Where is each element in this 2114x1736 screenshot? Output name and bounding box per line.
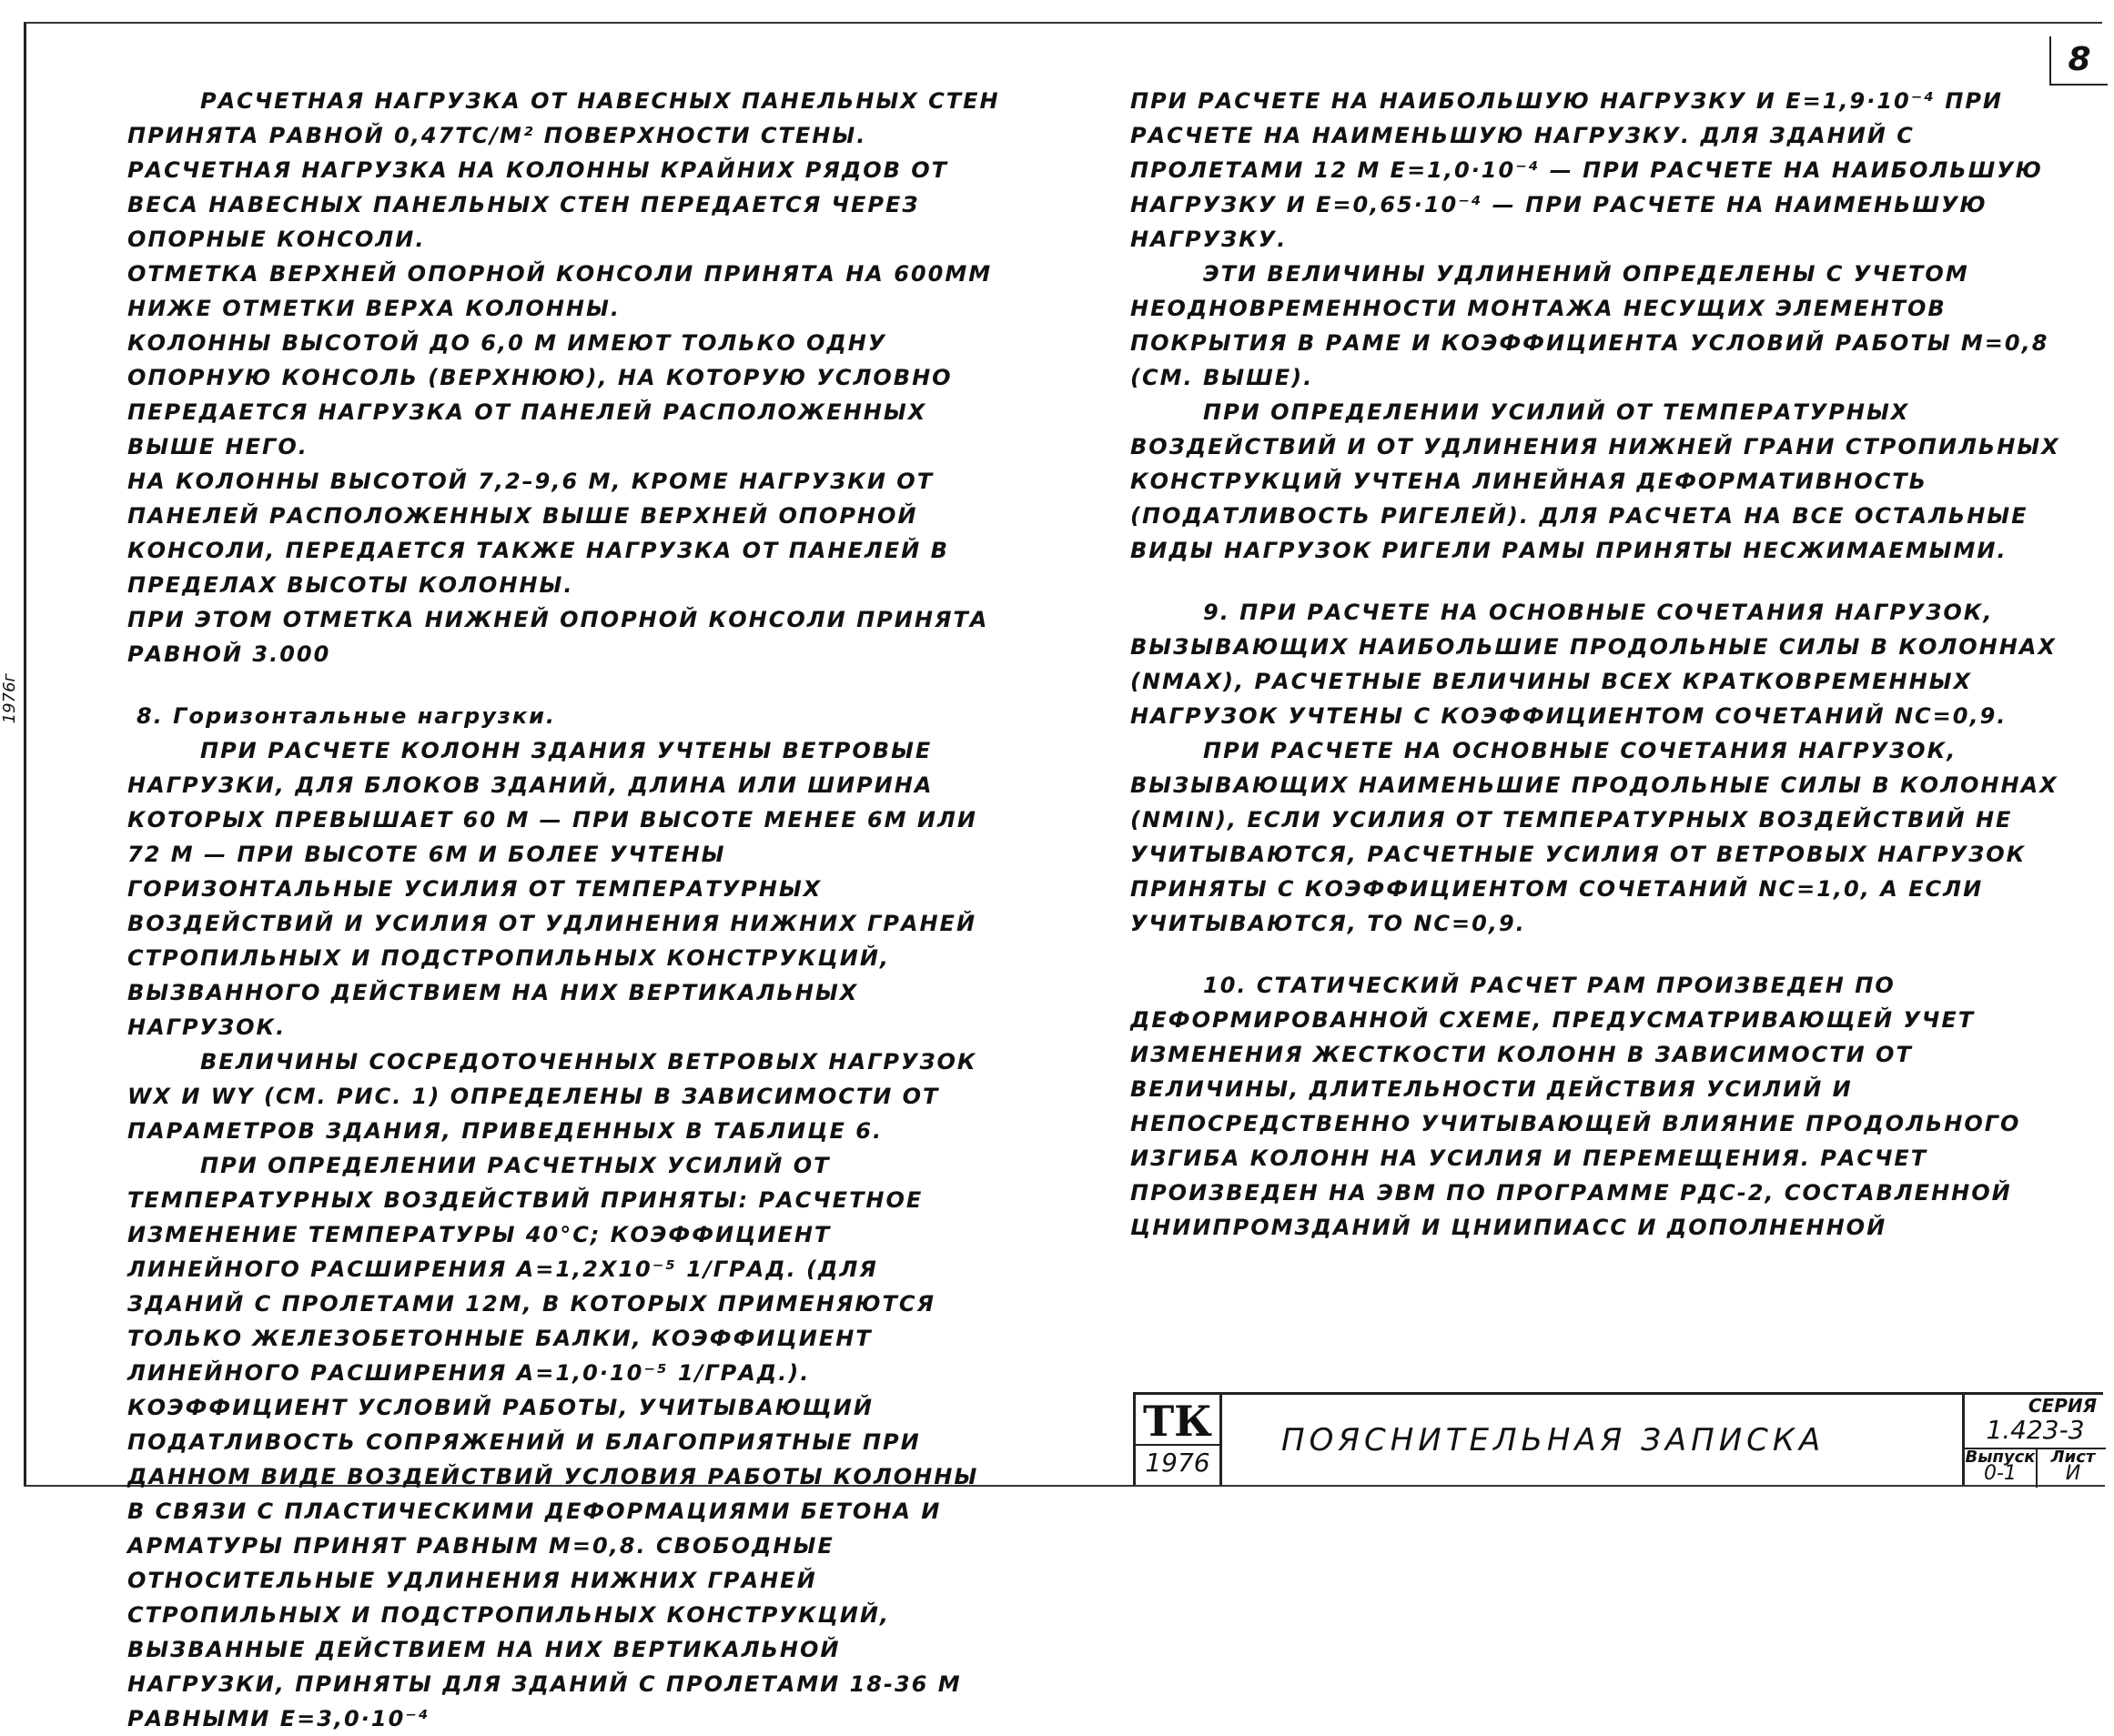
section-heading-8: 8. Горизонтальные нагрузки. (137, 703, 557, 729)
paragraph: ЭТИ ВЕЛИЧИНЫ УДЛИНЕНИЙ ОПРЕДЕЛЕНЫ С УЧЕТОМ НЕОДНОВРЕМЕННОСТИ МОНТАЖА НЕСУЩИХ ЭЛЕМЕНТОВ ПОКРЫТИЯ В РАМЕ И КОЭФФИЦИЕНТА УСЛОВИЙ РАБОТЫ M=0,8 (СМ. ВЫШЕ). (1130, 261, 2049, 390)
paragraph: РАСЧЕТНАЯ НАГРУЗКА НА КОЛОННЫ КРАЙНИХ РЯДОВ ОТ ВЕСА НАВЕСНЫХ ПАНЕЛЬНЫХ СТЕН ПЕРЕДАЕТСЯ ЧЕРЕЗ ОПОРНЫЕ КОНСОЛИ. (127, 157, 949, 252)
section-9: 9. ПРИ РАСЧЕТЕ НА ОСНОВНЫЕ СОЧЕТАНИЯ НАГРУЗОК, ВЫЗЫВАЮЩИХ НАИБОЛЬШИЕ ПРОДОЛЬНЫЕ СИЛЫ В КОЛОННАХ (NMAX), РАСЧЕТНЫЕ ВЕЛИЧИНЫ ВСЕХ КРАТКОВРЕМЕННЫХ НАГРУЗОК УЧТЕНЫ С КОЭФФИЦИЕНТОМ СОЧЕТАНИЙ NС=0,9. (1130, 600, 2057, 729)
paragraph: ПРИ РАСЧЕТЕ НА ОСНОВНЫЕ СОЧЕТАНИЯ НАГРУЗОК, ВЫЗЫВАЮЩИХ НАИМЕНЬШИЕ ПРОДОЛЬНЫЕ СИЛЫ В КОЛОННАХ (NMIN), ЕСЛИ УСИЛИЯ ОТ ТЕМПЕРАТУРНЫХ ВОЗДЕЙСТВИЙ НЕ УЧИТЫВАЮТСЯ, РАСЧЕТНЫЕ УСИЛИЯ ОТ ВЕТРОВЫХ НАГРУЗОК ПРИНЯТЫ С КОЭФФИЦИЕНТОМ СОЧЕТАНИЙ NС=1,0, А ЕСЛИ УЧИТЫВАЮТСЯ, ТО NС=0,9. (1130, 738, 2058, 936)
series-label: СЕРИЯ (2028, 1395, 2097, 1417)
paragraph: ПРИ ЭТОМ ОТМЕТКА НИЖНЕЙ ОПОРНОЙ КОНСОЛИ ПРИНЯТА РАВНОЙ 3.000 (127, 607, 989, 667)
title-block (1133, 1392, 2103, 1485)
logo-year: 1976 (1145, 1448, 1210, 1478)
paragraph: НА КОЛОННЫ ВЫСОТОЙ 7,2–9,6 М, КРОМЕ НАГРУЗКИ ОТ ПАНЕЛЕЙ РАСПОЛОЖЕННЫХ ВЫШЕ ВЕРХНЕЙ ОПОРНОЙ КОНСОЛИ, ПЕРЕДАЕТСЯ ТАКЖЕ НАГРУЗКА ОТ ПАНЕЛЕЙ В ПРЕДЕЛАХ ВЫСОТЫ КОЛОННЫ. (127, 469, 949, 598)
logo-text: ТК (1136, 1398, 1219, 1446)
paragraph: ПРИ ОПРЕДЕЛЕНИИ УСИЛИЙ ОТ ТЕМПЕРАТУРНЫХ ВОЗДЕЙСТВИЙ И ОТ УДЛИНЕНИЯ НИЖНЕЙ ГРАНИ СТРОПИЛЬНЫХ КОНСТРУКЦИЙ УЧТЕНА ЛИНЕЙНАЯ ДЕФОРМАТИВНОСТЬ (ПОДАТЛИВОСТЬ РИГЕЛЕЙ). ДЛЯ РАСЧЕТА НА ВСЕ ОСТАЛЬНЫЕ ВИДЫ НАГРУЗОК РИГЕЛИ РАМЫ ПРИНЯТЫ НЕСЖИМАЕМЫМИ. (1130, 399, 2060, 563)
paragraph: КОЛОННЫ ВЫСОТОЙ ДО 6,0 М ИМЕЮТ ТОЛЬКО ОДНУ ОПОРНУЮ КОНСОЛЬ (ВЕРХНЮЮ), НА КОТОРУЮ УСЛОВНО ПЕРЕДАЕТСЯ НАГРУЗКА ОТ ПАНЕЛЕЙ РАСПОЛОЖЕННЫХ ВЫШЕ НЕГО. (127, 330, 953, 459)
issue-value: 0-1 (1984, 1462, 2017, 1485)
paragraph: ПРИ РАСЧЕТЕ КОЛОНН ЗДАНИЯ УЧТЕНЫ ВЕТРОВЫЕ НАГРУЗКИ, ДЛЯ БЛОКОВ ЗДАНИЙ, ДЛИНА ИЛИ ШИРИНА КОТОРЫХ ПРЕВЫШАЕТ 60 М — ПРИ ВЫСОТЕ МЕНЕЕ 6М ИЛИ 72 М — ПРИ ВЫСОТЕ 6М И БОЛЕЕ УЧТЕНЫ ГОРИЗОНТАЛЬНЫЕ УСИЛИЯ ОТ ТЕМПЕРАТУРНЫХ ВОЗДЕЙСТВИЙ И УСИЛИЯ ОТ УДЛИНЕНИЯ НИЖНИХ ГРАНЕЙ СТРОПИЛЬНЫХ И ПОДСТРОПИЛЬНЫХ КОНСТРУКЦИЙ, ВЫЗВАННОГО ДЕЙСТВИЕМ НА НИХ ВЕРТИКАЛЬНЫХ НАГРУЗОК. (127, 738, 977, 1040)
issue-sheet-cells (1965, 1448, 2106, 1488)
publisher-logo (1136, 1395, 1222, 1485)
issue-cell (1965, 1449, 2038, 1488)
document-title: ПОЯСНИТЕЛЬНАЯ ЗАПИСКА (1281, 1422, 1826, 1458)
paragraph: ВЕЛИЧИНЫ СОСРЕДОТОЧЕННЫХ ВЕТРОВЫХ НАГРУЗОК WX И WY (СМ. РИС. 1) ОПРЕДЕЛЕНЫ В ЗАВИСИМОСТИ ОТ ПАРАМЕТРОВ ЗДАНИЯ, ПРИВЕДЕННЫХ В ТАБЛИЦЕ 6. (127, 1049, 977, 1144)
sheet-label: Лист (2050, 1448, 2096, 1467)
paragraph: ПРИ ОПРЕДЕЛЕНИИ РАСЧЕТНЫХ УСИЛИЙ ОТ ТЕМПЕРАТУРНЫХ ВОЗДЕЙСТВИЙ ПРИНЯТЫ: РАСЧЕТНОЕ ИЗМЕНЕНИЕ ТЕМПЕРАТУРЫ 40°С; КОЭФФИЦИЕНТ ЛИНЕЙНОГО РАСШИРЕНИЯ Α=1,2Х10⁻⁵ 1/ГРАД. (ДЛЯ ЗДАНИЙ С ПРОЛЕТАМИ 12М, В КОТОРЫХ ПРИМЕНЯЮТСЯ ТОЛЬКО ЖЕЛЕЗОБЕТОННЫЕ БАЛКИ, КОЭФФИЦИЕНТ ЛИНЕЙНОГО РАСШИРЕНИЯ Α=1,0·10⁻⁵ 1/ГРАД.). КОЭФФИЦИЕНТ УСЛОВИЙ РАБОТЫ, УЧИТЫВАЮЩИЙ ПОДАТЛИВОСТЬ СОПРЯЖЕНИЙ И БЛАГОПРИЯТНЫЕ ПРИ ДАННОМ ВИДЕ ВОЗДЕЙСТВИЙ УСЛОВИЯ РАБОТЫ КОЛОННЫ В СВЯЗИ С ПЛАСТИЧЕСКИМИ ДЕФОРМАЦИЯМИ БЕТОНА И АРМАТУРЫ ПРИНЯТ РАВНЫМ M=0,8. СВОБОДНЫЕ ОТНОСИТЕЛЬНЫЕ УДЛИНЕНИЯ НИЖНИХ ГРАНЕЙ СТРОПИЛЬНЫХ И ПОДСТРОПИЛЬНЫХ КОНСТРУКЦИЙ, ВЫЗВАННЫЕ ДЕЙСТВИЕМ НА НИХ ВЕРТИКАЛЬНОЙ НАГРУЗКИ, ПРИНЯТЫ ДЛЯ ЗДАНИЙ С ПРОЛЕТАМИ 18-36 М РАВНЫМИ Ε=3,0·10⁻⁴ (127, 1153, 979, 1731)
issue-label: Выпуск (1965, 1448, 2036, 1467)
section-10: 10. СТАТИЧЕСКИЙ РАСЧЕТ РАМ ПРОИЗВЕДЕН ПО ДЕФОРМИРОВАННОЙ СХЕМЕ, ПРЕДУСМАТРИВАЮЩЕЙ УЧЕТ ИЗМЕНЕНИЯ ЖЕСТКОСТИ КОЛОНН В ЗАВИСИМОСТИ ОТ ВЕЛИЧИНЫ, ДЛИТЕЛЬНОСТИ ДЕЙСТВИЯ УСИЛИЙ И НЕПОСРЕДСТВЕННО УЧИТЫВАЮЩЕЙ ВЛИЯНИЕ ПРОДОЛЬНОГО ИЗГИБА КОЛОНН НА УСИЛИЯ И ПЕРЕМЕЩЕНИЯ. РАСЧЕТ ПРОИЗВЕДЕН НА ЭВМ ПО ПРОГРАММЕ РДС-2, СОСТАВЛЕННОЙ ЦНИИПРОМЗДАНИЙ И ЦНИИПИАСС И ДОПОЛНЕННОЙ (1130, 973, 2021, 1240)
margin-stamp: 1976г (0, 673, 19, 724)
series-value: 1.423-3 (1986, 1415, 2085, 1445)
sheet-value: И (2065, 1462, 2081, 1485)
right-text-column (1130, 84, 2068, 1245)
sheet-cell (2038, 1449, 2109, 1488)
paragraph: РАСЧЕТНАЯ НАГРУЗКА ОТ НАВЕСНЫХ ПАНЕЛЬНЫХ СТЕН ПРИНЯТА РАВНОЙ 0,47ТС/М² ПОВЕРХНОСТИ СТЕНЫ. (127, 88, 1000, 148)
paragraph: ОТМЕТКА ВЕРХНЕЙ ОПОРНОЙ КОНСОЛИ ПРИНЯТА НА 600ММ НИЖЕ ОТМЕТКИ ВЕРХА КОЛОННЫ. (127, 261, 993, 321)
series-info (1962, 1395, 2106, 1485)
sheet-number: 8 (2049, 36, 2108, 86)
left-text-column (127, 84, 1001, 1736)
paragraph: ПРИ РАСЧЕТЕ НА НАИБОЛЬШУЮ НАГРУЗКУ И Ε=1,9·10⁻⁴ ПРИ РАСЧЕТЕ НА НАИМЕНЬШУЮ НАГРУЗКУ. ДЛЯ ЗДАНИЙ С ПРОЛЕТАМИ 12 М Ε=1,0·10⁻⁴ — ПРИ РАСЧЕТЕ НА НАИБОЛЬШУЮ НАГРУЗКУ И Ε=0,65·10⁻⁴ — ПРИ РАСЧЕТЕ НА НАИМЕНЬШУЮ НАГРУЗКУ. (1130, 88, 2043, 252)
